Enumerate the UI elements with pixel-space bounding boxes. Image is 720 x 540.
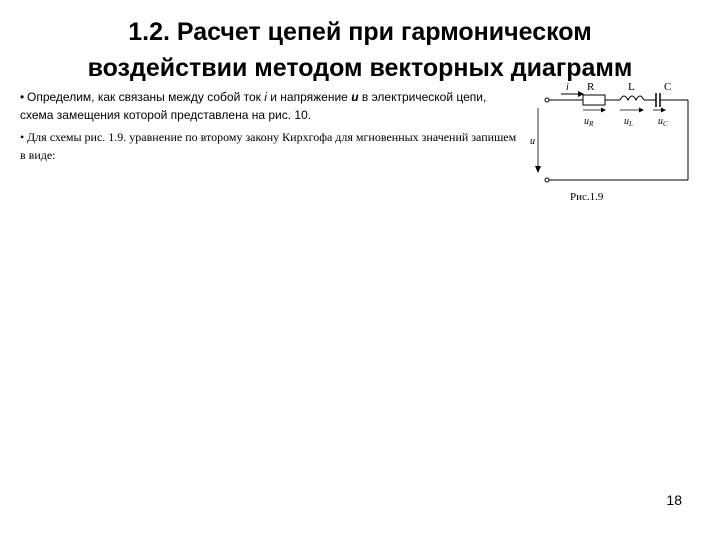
voltage-ur-arrowhead [601,108,606,113]
voltage-uc-arrowhead [661,108,666,113]
circuit-figure [528,76,708,206]
bullet-1 [20,88,520,124]
title-line-2: воздействии методом векторных диаграмм [87,54,633,82]
title-line-1: 1.2. Расчет цепей при гармоническом [128,18,592,46]
label-uc: $u_C$ [658,116,668,128]
label-c: C [664,81,672,93]
bullet-1-text-b: и напряжение [266,90,352,104]
terminal-top [545,98,549,102]
bullet-1-var-i: i [264,90,267,104]
label-u: u [530,136,535,147]
bullet-marker: • [20,90,25,104]
label-i: i [566,82,569,93]
label-ur: $u_R$ [584,116,594,128]
figure-caption: Рис.1.9 [570,191,604,203]
circuit-diagram [528,76,708,206]
bullet-2-text: Для схемы рис. 1.9. уравнение по второму закону Кирхгофа для мгновенных значений запишем в виде: [20,130,517,162]
voltage-u-arrowhead [535,166,541,173]
voltage-ul-arrowhead [639,108,644,113]
page-number: 18 [666,492,682,508]
label-l: L [628,81,635,93]
terminal-bottom [545,178,549,182]
inductor-symbol [620,96,644,100]
bullet-1-var-u: u [351,90,359,104]
slide-content [20,88,520,164]
resistor-symbol [583,95,605,105]
bullet-marker: • [20,130,25,144]
label-r: R [587,81,595,93]
bullet-1-text-c: в электрической цепи, схема замещения которой представлена на рис. 10. [20,90,487,122]
bullet-1-text-a: Определим, как связаны между собой ток [27,90,265,104]
label-ul: $u_L$ [624,116,633,128]
bullet-2 [20,128,520,164]
